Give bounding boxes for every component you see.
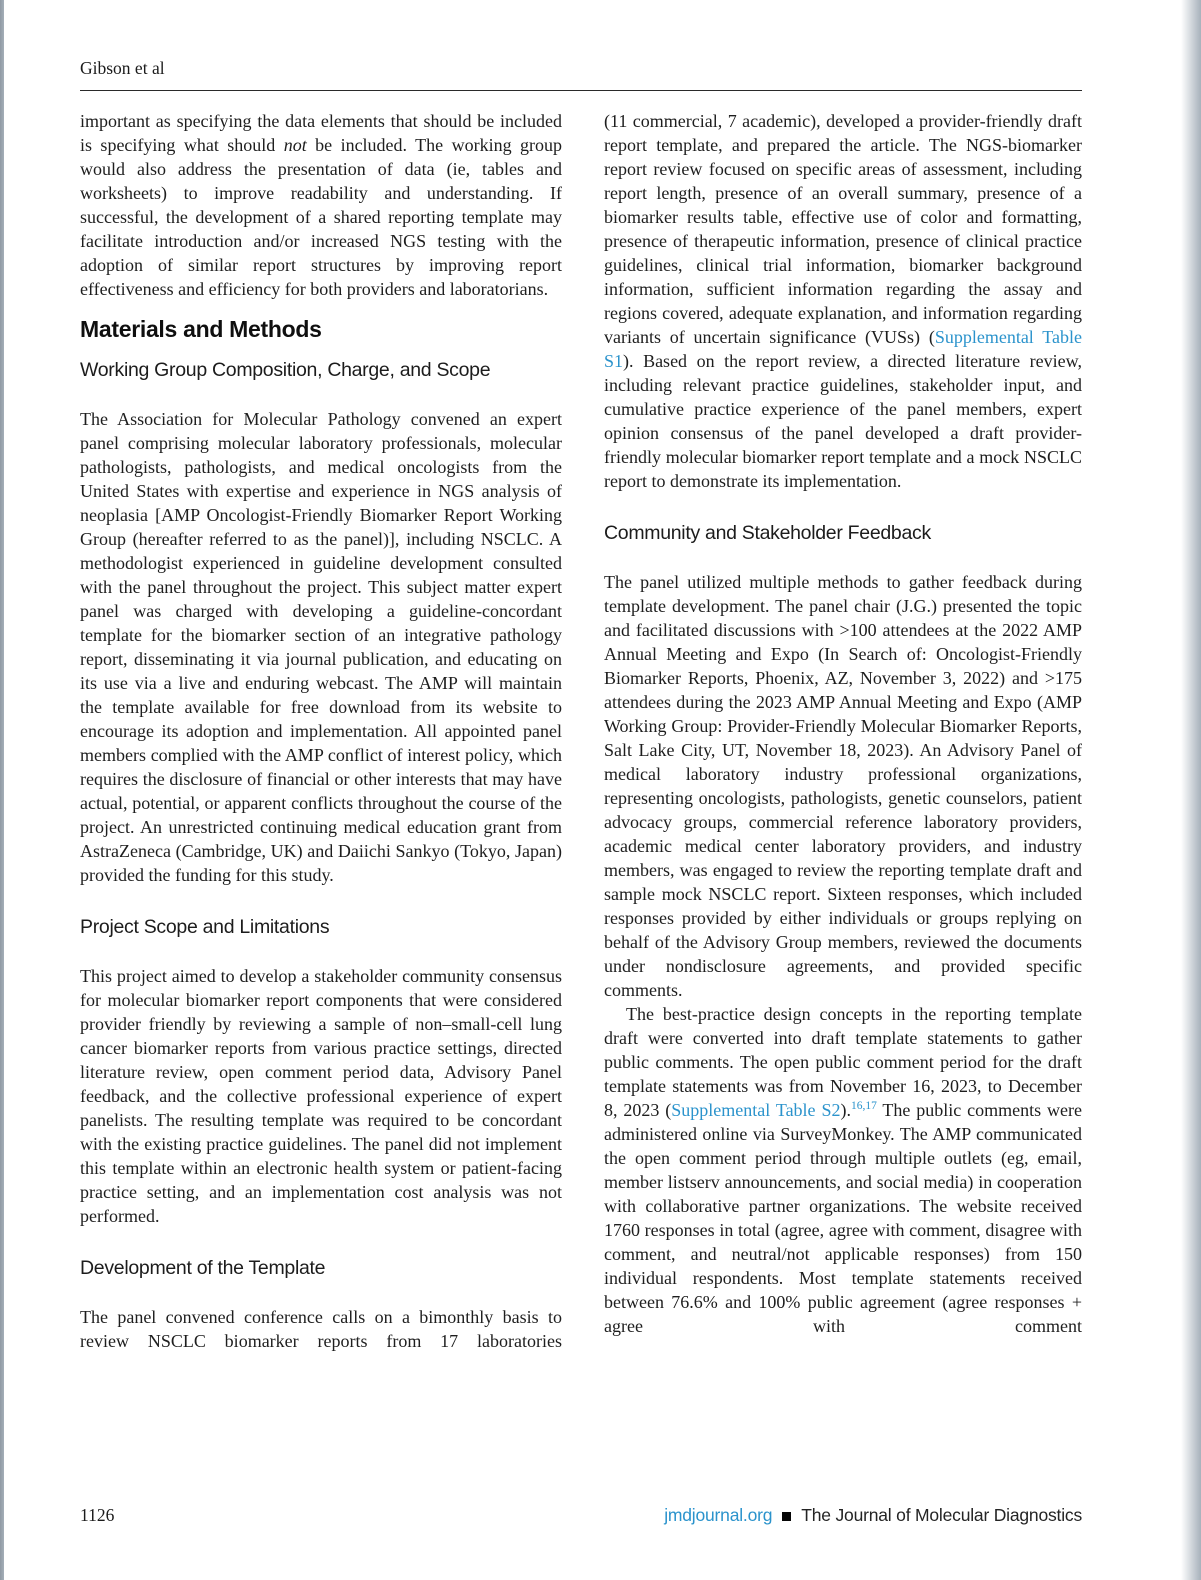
paragraph: important as specifying the data elements that should be included is specifying what should not be included. The working group would also address the presentation of data (ie, tables and worksheets) to improve readability and understanding. If successful, the development of a shared reporting template may facilitate introduction and/or increased NGS testing with the adoption of similar report structures by improving report effectiveness and efficiency for both providers and laboratorians. [80,111,562,299]
supplemental-table-link[interactable]: Supplemental Table S2 [671,1100,841,1120]
reference-citation-link[interactable]: 16,17 [850,1100,877,1112]
paragraph: The panel utilized multiple methods to gather feedback during template development. The panel chair (J.G.) presented the topic and facilitated discussions with >100 attendees at the 2022 AMP Annual Meeting and Expo (In Search of: Oncologist-Friendly Biomarker Reports, Phoenix, AZ, November 3, 2022) and >175 attendees during the 2023 AMP Annual Meeting and Expo (AMP Working Group: Provider-Friendly Molecular Biomarker Reports, Salt Lake City, UT, November 18, 2023). An Advisory Panel of medical laboratory industry professional organizations, representing oncologists, pathologists, genetic counselors, patient advocacy groups, commercial reference laboratory providers, academic medical center laboratory providers, and industry members, was engaged to review the reporting template draft and sample mock NSCLC report. Sixteen responses, which included responses provided by either individuals or groups replying on behalf of the Advisory Group members, reviewed the documents under nondisclosure agreements, and provided specific comments. [604,572,1082,1000]
paragraph: The panel convened conference calls on a bimonthly basis to review NSCLC biomarker reports from 17 laboratories [80,1307,562,1351]
page-footer [80,1505,1082,1526]
footer-separator-icon [782,1512,791,1521]
subsection-heading: Project Scope and Limitations [80,916,330,938]
section-heading: Materials and Methods [80,316,322,342]
paragraph: (11 commercial, 7 academic), developed a provider-friendly draft report template, and prepared the article. The NGS-biomarker report review focused on specific areas of assessment, including report length, presence of an overall summary, presence of a biomarker results table, effective use of color and formatting, presence of therapeutic information, presence of clinical practice guidelines, clinical trial information, biomarker background information, sufficient information regarding the assay and regions covered, adequate explanation, and information regarding variants of uncertain significance (VUSs) (Supplemental Table S1). Based on the report review, a directed literature review, including relevant practice guidelines, stakeholder input, and cumulative practice experience of the panel members, expert opinion consensus of the panel developed a draft provider-friendly molecular biomarker report template and a mock NSCLC report to demonstrate its implementation. [604,111,1082,491]
page-edge-left [0,0,4,1580]
right-column [604,109,1082,1338]
subsection-heading: Community and Stakeholder Feedback [604,522,931,544]
paragraph: This project aimed to develop a stakeholder community consensus for molecular biomarker report components that were considered provider friendly by reviewing a sample of non–small-cell lung cancer biomarker reports from various practice settings, directed literature review, open comment period data, Advisory Panel feedback, and the collective professional experience of expert panelists. The resulting template was required to be concordant with the existing practice guidelines. The panel did not implement this template within an electronic health system or patient-facing practice setting, and an implementation cost analysis was not performed. [80,966,562,1226]
emphasis-text: not [283,135,307,155]
journal-site-link[interactable]: jmdjournal.org [664,1505,773,1525]
running-head: Gibson et al [80,58,165,78]
subsection-heading: Working Group Composition, Charge, and Scope [80,359,491,381]
paragraph: The Association for Molecular Pathology convened an expert panel comprising molecular laboratory professionals, molecular pathologists, pathologists, and medical oncologists from the United States with expertise and experience in NGS analysis of neoplasia [AMP Oncologist-Friendly Biomarker Report Working Group (hereafter referred to as the panel)], including NSCLC. A methodologist experienced in guideline development consulted with the panel throughout the project. This subject matter expert panel was charged with developing a guideline-concordant template for the biomarker section of an integrative pathology report, disseminating it via journal publication, and educating on its use via a live and enduring webcast. The AMP will maintain the template available for free download from its website to encourage its adoption and implementation. All appointed panel members complied with the AMP conflict of interest policy, which requires the disclosure of financial or other interests that may have actual, potential, or apparent conflicts throughout the course of the project. An unrestricted continuing medical education grant from AstraZeneca (Cambridge, UK) and Daiichi Sankyo (Tokyo, Japan) provided the funding for this study. [80,409,562,885]
supplemental-table-link[interactable]: Supplemental Table S1 [604,327,1082,371]
page-number: 1126 [80,1505,115,1525]
footer-journal-line [664,1505,1082,1526]
subsection-heading: Development of the Template [80,1257,326,1279]
superscript-references [851,1100,877,1112]
paragraph: The best-practice design concepts in the reporting template draft were converted into draft template statements to gather public comments. The open public comment period for the draft template statements was from November 16, 2023, to December 8, 2023 (Supplemental Table S2).$^{16,17}$ The public comments were administered online via SurveyMonkey. The AMP communicated the open comment period through multiple outlets (eg, email, member listserv announcements, and social media) in cooperation with collaborative partner organizations. The website received 1760 responses in total (agree, agree with comment, disagree with comment, and neutral/not applicable responses) from 150 individual respondents. Most template statements received between 76.6% and 100% public agreement (agree responses + agree with comment [604,1004,1082,1336]
page-edge-right [1181,0,1201,1580]
left-column [80,109,562,1353]
header-rule [80,90,1082,91]
journal-name: The Journal of Molecular Diagnostics [801,1505,1082,1525]
